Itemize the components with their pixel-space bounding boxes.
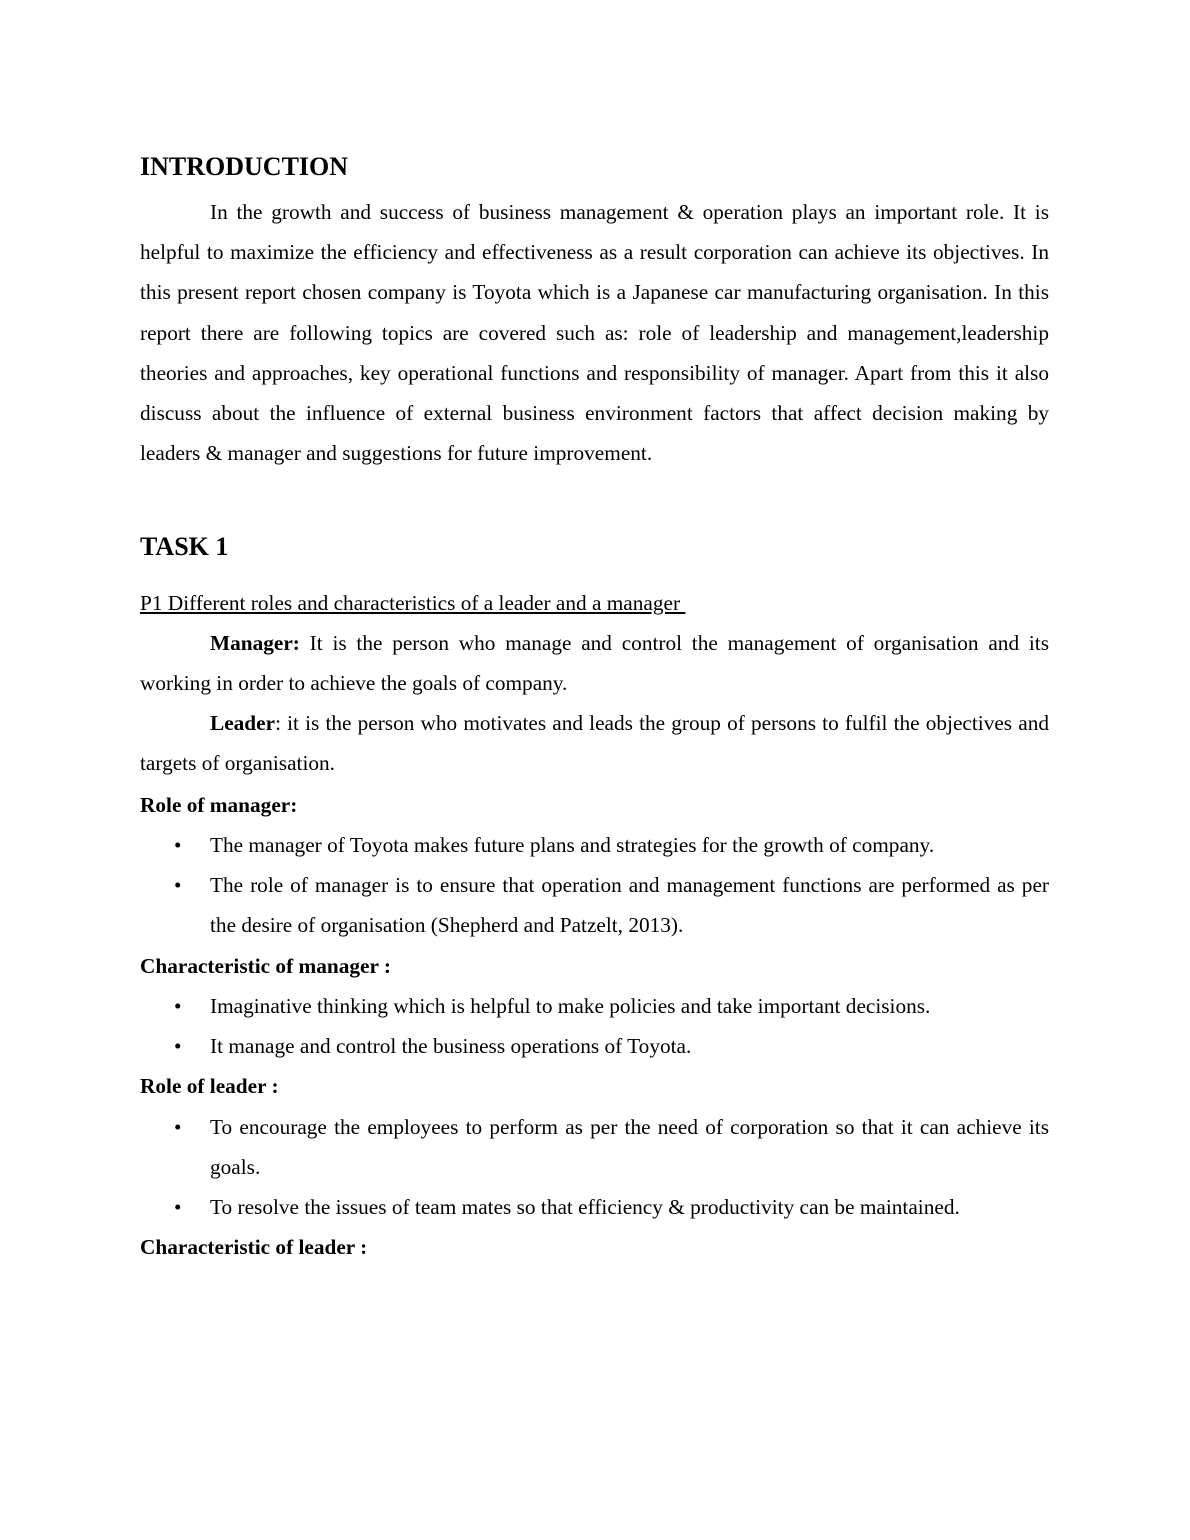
manager-definition-text: It is the person who manage and control the management of organisation and its working in order to achieve the goals of company. bbox=[140, 631, 1049, 696]
introduction-heading: INTRODUCTION bbox=[140, 152, 349, 181]
bullet-icon: • bbox=[174, 873, 182, 898]
task1-heading: TASK 1 bbox=[140, 532, 229, 561]
role-of-leader-heading: Role of leader : bbox=[140, 1074, 279, 1098]
manager-term: Manager: bbox=[210, 631, 300, 655]
list-item-text: The role of manager is to ensure that operation and management functions are performed as per the desire of organisation (Shepherd and Patzelt, 2013). bbox=[210, 873, 1049, 938]
bullet-icon: • bbox=[174, 1034, 182, 1059]
bullet-icon: • bbox=[174, 994, 182, 1018]
list-item-text: Imaginative thinking which is helpful to make policies and take important decisions. bbox=[210, 994, 931, 1018]
list-item-text: It manage and control the business operations of Toyota. bbox=[210, 1034, 692, 1059]
list-item-text: To resolve the issues of team mates so that efficiency & productivity can be maintained. bbox=[210, 1195, 960, 1220]
role-of-leader-list bbox=[140, 1107, 1049, 1228]
bullet-icon: • bbox=[174, 1115, 182, 1139]
list-item-text: To encourage the employees to perform as per the need of corporation so that it can achieve its goals. bbox=[210, 1115, 1049, 1180]
manager-definition bbox=[140, 623, 1049, 703]
introduction-paragraph: In the growth and success of business management & operation plays an important role. It is helpful to maximize the efficiency and effectiveness as a result corporation can achieve its objectives. In this present report chosen company is Toyota which is a Japanese car manufacturing organisation. In this report there are following topics are covered such as: role of leadership and management,leadership theories and approaches, key operational functions and responsibility of manager. Apart from this it also discuss about the influence of external business environment factors that affect decision making by leaders & manager and suggestions for future improvement. bbox=[140, 200, 1049, 466]
list-item bbox=[140, 1026, 1049, 1066]
task1-subheading: P1 Different roles and characteristics of a leader and a manager bbox=[140, 591, 686, 615]
list-item bbox=[140, 986, 1049, 1026]
list-item bbox=[140, 1107, 1049, 1187]
leader-definition-text: : it is the person who motivates and leads the group of persons to fulfil the objectives and targets of organisation. bbox=[140, 711, 1049, 776]
list-item-text: The manager of Toyota makes future plans and strategies for the growth of company. bbox=[210, 833, 935, 857]
bullet-icon: • bbox=[174, 833, 182, 857]
characteristic-of-leader-heading: Characteristic of leader : bbox=[140, 1235, 368, 1259]
characteristic-of-manager-list bbox=[140, 986, 1049, 1066]
role-of-manager-heading: Role of manager: bbox=[140, 793, 298, 817]
list-item bbox=[140, 825, 1049, 865]
list-item bbox=[140, 865, 1049, 945]
role-of-manager-list bbox=[140, 825, 1049, 946]
bullet-icon: • bbox=[174, 1195, 182, 1220]
list-item bbox=[140, 1187, 1049, 1227]
leader-definition bbox=[140, 703, 1049, 783]
characteristic-of-manager-heading: Characteristic of manager : bbox=[140, 954, 391, 978]
leader-term: Leader bbox=[210, 711, 276, 735]
